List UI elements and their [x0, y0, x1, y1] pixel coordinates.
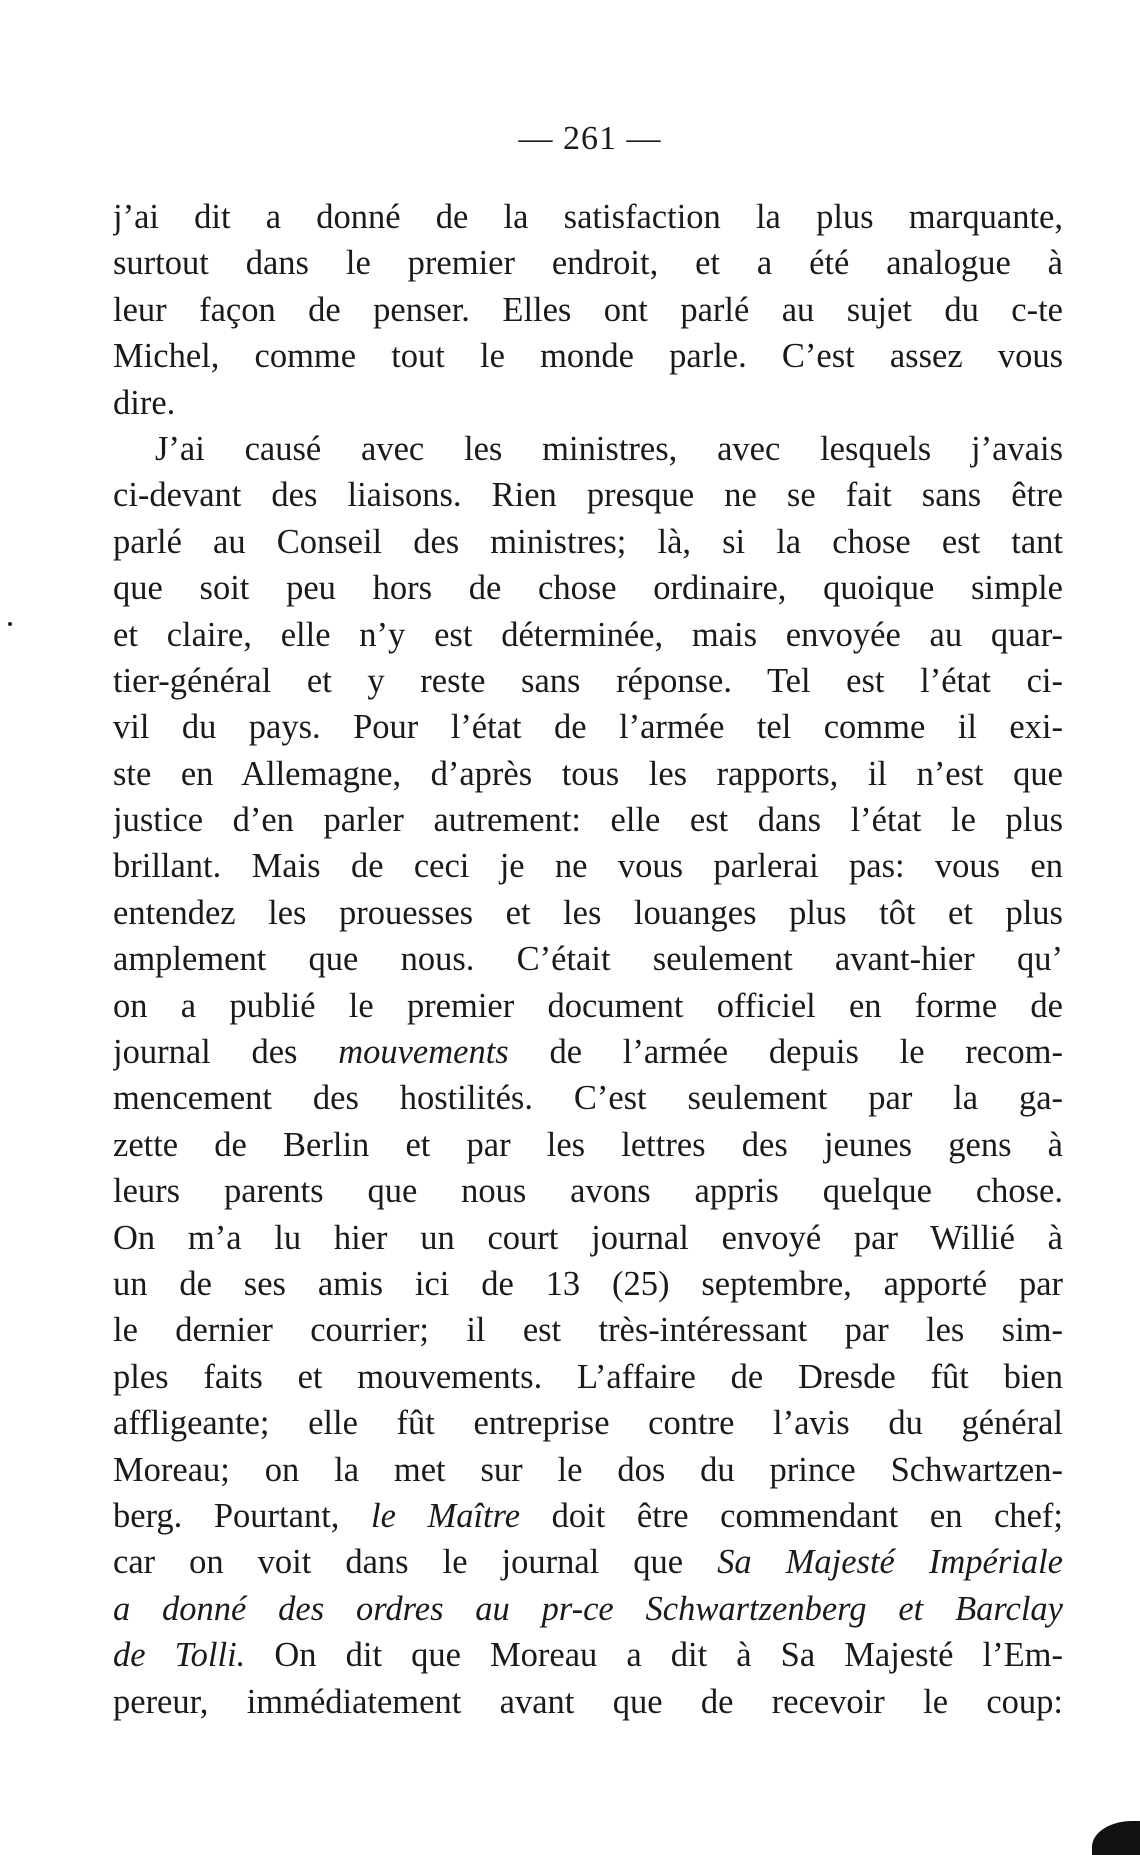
- text-line: [113, 1029, 1063, 1075]
- text-line: [113, 936, 1063, 982]
- line-text: j’ai dit a donné de la satisfaction la plus marquante,: [113, 198, 1063, 236]
- text-line: [113, 1261, 1063, 1307]
- line-text: tier-général et y reste sans réponse. Tel est l’état ci-: [113, 661, 1063, 700]
- text-line: [113, 519, 1063, 565]
- line-text: pereur, immédiatement avant que de recevoir le coup:: [113, 1682, 1063, 1721]
- text-line: [113, 1354, 1063, 1400]
- text-line: [113, 983, 1063, 1029]
- line-text: Michel, comme tout le monde parle. C’est assez vous: [113, 337, 1063, 376]
- italic-text: Sa Majesté Impériale: [717, 1543, 1063, 1582]
- text-line: [113, 704, 1063, 750]
- line-text: brillant. Mais de ceci je ne vous parlerai pas: vous en: [113, 847, 1063, 886]
- text-line: [113, 890, 1063, 936]
- text-line: [113, 612, 1063, 658]
- line-text: ci-devant des liaisons. Rien presque ne se fait sans être: [113, 476, 1063, 515]
- line-text: berg. Pourtant,: [113, 1496, 371, 1535]
- line-text: leur façon de penser. Elles ont parlé au sujet du c-te: [113, 290, 1063, 329]
- text-line: [113, 1679, 1063, 1725]
- line-text: mencement des hostilités. C’est seulement par la ga-: [113, 1079, 1063, 1118]
- text-line: [113, 1307, 1063, 1353]
- text-line: [113, 565, 1063, 611]
- text-line: [113, 1586, 1063, 1632]
- text-line: [113, 240, 1063, 286]
- text-line: [113, 843, 1063, 889]
- text-line: [113, 1447, 1063, 1493]
- line-text: ste en Allemagne, d’après tous les rapports, il n’est que: [113, 754, 1063, 793]
- line-text: zette de Berlin et par les lettres des jeunes gens à: [113, 1125, 1063, 1164]
- text-line: [113, 1168, 1063, 1214]
- body-text: [113, 194, 1063, 1725]
- text-line: [113, 194, 1063, 240]
- corner-ink-blot: [1092, 1821, 1140, 1855]
- text-line: [113, 1122, 1063, 1168]
- italic-text: a donné des ordres au pr-ce Schwartzenberg et Barclay: [113, 1589, 1063, 1628]
- text-line: [113, 1400, 1063, 1446]
- line-text: parlé au Conseil des ministres; là, si la chose est tant: [113, 522, 1063, 561]
- text-line: [113, 426, 1063, 472]
- text-line: [113, 1539, 1063, 1585]
- line-text: que soit peu hors de chose ordinaire, quoique simple: [113, 569, 1063, 608]
- text-line: [113, 797, 1063, 843]
- line-text: surtout dans le premier endroit, et a été analogue à: [113, 244, 1063, 283]
- text-line: [113, 472, 1063, 518]
- text-line: [113, 380, 1063, 426]
- line-text: on a publié le premier document officiel en forme de: [113, 986, 1063, 1025]
- text-line: [113, 1632, 1063, 1678]
- line-text: leurs parents que nous avons appris quelque chose.: [113, 1172, 1063, 1211]
- text-line: [113, 287, 1063, 333]
- line-text: entendez les prouesses et les louanges plus tôt et plus: [113, 893, 1063, 932]
- line-text: dire.: [113, 383, 176, 422]
- text-line: [113, 1493, 1063, 1539]
- italic-text: le Maître: [370, 1496, 521, 1535]
- line-text: J’ai causé avec les ministres, avec lesquels j’avais: [155, 429, 1063, 468]
- line-text: Moreau; on la met sur le dos du prince Schwartzen-: [113, 1450, 1063, 1489]
- line-text: et claire, elle n’y est déterminée, mais envoyée au quar-: [113, 615, 1063, 654]
- margin-ink-speck: [8, 622, 12, 626]
- text-line: [113, 751, 1063, 797]
- line-text: un de ses amis ici de 13 (25) septembre, apporté par: [113, 1264, 1063, 1303]
- page-number-text: — 261 —: [518, 120, 662, 157]
- line-text: ples faits et mouvements. L’affaire de Dresde fût bien: [113, 1357, 1063, 1396]
- line-text: le dernier courrier; il est très-intéressant par les sim-: [113, 1311, 1063, 1350]
- line-text: amplement que nous. C’était seulement avant-hier qu’: [113, 940, 1063, 979]
- line-text: car on voit dans le journal que: [113, 1543, 718, 1582]
- line-text: de l’armée depuis le recom-: [508, 1033, 1063, 1072]
- italic-text: de Tolli.: [113, 1636, 246, 1675]
- line-text: journal des: [113, 1033, 339, 1072]
- text-line: [113, 333, 1063, 379]
- line-text: On dit que Moreau a dit à Sa Majesté l’Em-: [245, 1636, 1063, 1675]
- line-text: justice d’en parler autrement: elle est dans l’état le plus: [113, 801, 1063, 840]
- line-text: vil du pays. Pour l’état de l’armée tel comme il exi-: [113, 708, 1063, 747]
- text-line: [113, 1075, 1063, 1121]
- text-line: [113, 658, 1063, 704]
- line-text: doit être commendant en chef;: [520, 1496, 1063, 1535]
- line-text: affligeante; elle fût entreprise contre l’avis du général: [113, 1404, 1063, 1443]
- italic-text: mouvements: [338, 1033, 509, 1072]
- line-text: On m’a lu hier un court journal envoyé par Willié à: [113, 1218, 1063, 1257]
- text-line: [113, 1215, 1063, 1261]
- page-number: [0, 120, 1140, 158]
